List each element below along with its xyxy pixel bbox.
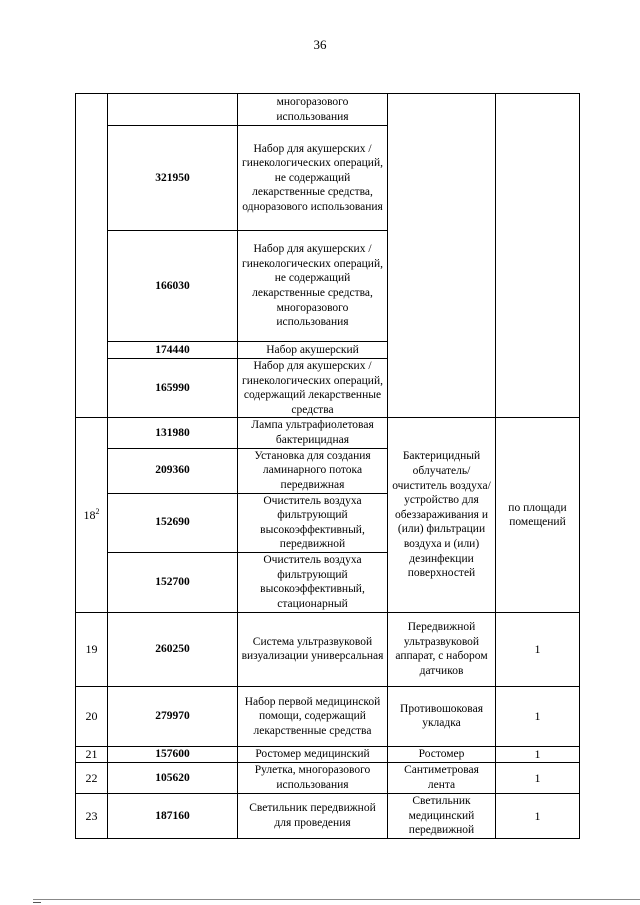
item-number-cell: 21 [76,746,108,762]
type-cell: Светильник медицинский передвижной [388,793,496,838]
bottom-rule [33,899,640,900]
quantity-cell: 1 [496,746,580,762]
name-cell: Набор для акушерских /гинекологических операций, не содержащий лекарственные средства, многоразового использования [238,231,388,342]
type-cell: Бактерицидный облучатель/ очиститель воздуха/ устройство для обеззараживания и (или) фильтрации воздуха и (или) дезинфекции поверхностей [388,418,496,613]
code-cell: 166030 [108,231,238,342]
equipment-table [75,93,580,839]
code-cell: 260250 [108,612,238,686]
name-cell: Лампа ультрафиолетовая бактерицидная [238,418,388,448]
code-cell: 165990 [108,359,238,418]
type-cell: Противошоковая укладка [388,686,496,746]
code-cell: 321950 [108,126,238,231]
quantity-cell: по площади помещений [496,418,580,613]
table-row [76,793,580,838]
code-cell: 279970 [108,686,238,746]
table-row [76,418,580,448]
item-number-cell: 23 [76,793,108,838]
quantity-cell [496,94,580,418]
type-cell: Ростомер [388,746,496,762]
code-cell: 105620 [108,762,238,793]
item-number-cell [76,94,108,418]
name-cell: Набор для акушерских /гинекологических операций, не содержащий лекарственные средства, одноразового использования [238,126,388,231]
table-row [76,762,580,793]
table-row [76,94,580,126]
name-cell: Очиститель воздуха фильтрующий высокоэффективный, передвижной [238,493,388,552]
table-row [76,746,580,762]
code-cell: 131980 [108,418,238,448]
name-cell: многоразового использования [238,94,388,126]
name-cell: Система ультразвуковой визуализации универсальная [238,612,388,686]
type-cell [388,94,496,418]
item-number-cell: 22 [76,762,108,793]
type-cell: Передвижной ультразвуковой аппарат, с набором датчиков [388,612,496,686]
item-number-cell: 20 [76,686,108,746]
item-number-cell: $18^2$ [76,418,108,613]
quantity-cell: 1 [496,762,580,793]
quantity-cell: 1 [496,793,580,838]
code-cell: 152700 [108,552,238,612]
bottom-mark [33,902,41,903]
code-cell: 157600 [108,746,238,762]
page-number: 36 [313,37,327,52]
name-cell: Набор акушерский [238,342,388,359]
name-cell: Светильник передвижной для проведения [238,793,388,838]
code-cell [108,94,238,126]
table-row [76,686,580,746]
item-number-cell: 19 [76,612,108,686]
code-cell: 174440 [108,342,238,359]
name-cell: Рулетка, многоразового использования [238,762,388,793]
code-cell: 152690 [108,493,238,552]
code-cell: 209360 [108,448,238,493]
name-cell: Набор первой медицинской помощи, содержащий лекарственные средства [238,686,388,746]
quantity-cell: 1 [496,612,580,686]
name-cell: Ростомер медицинский [238,746,388,762]
code-cell: 187160 [108,793,238,838]
name-cell: Набор для акушерских /гинекологических операций, содержащий лекарственные средства [238,359,388,418]
table-row [76,612,580,686]
name-cell: Очиститель воздуха фильтрующий высокоэффективный, стационарный [238,552,388,612]
name-cell: Установка для создания ламинарного потока передвижная [238,448,388,493]
quantity-cell: 1 [496,686,580,746]
type-cell: Сантиметровая лента [388,762,496,793]
